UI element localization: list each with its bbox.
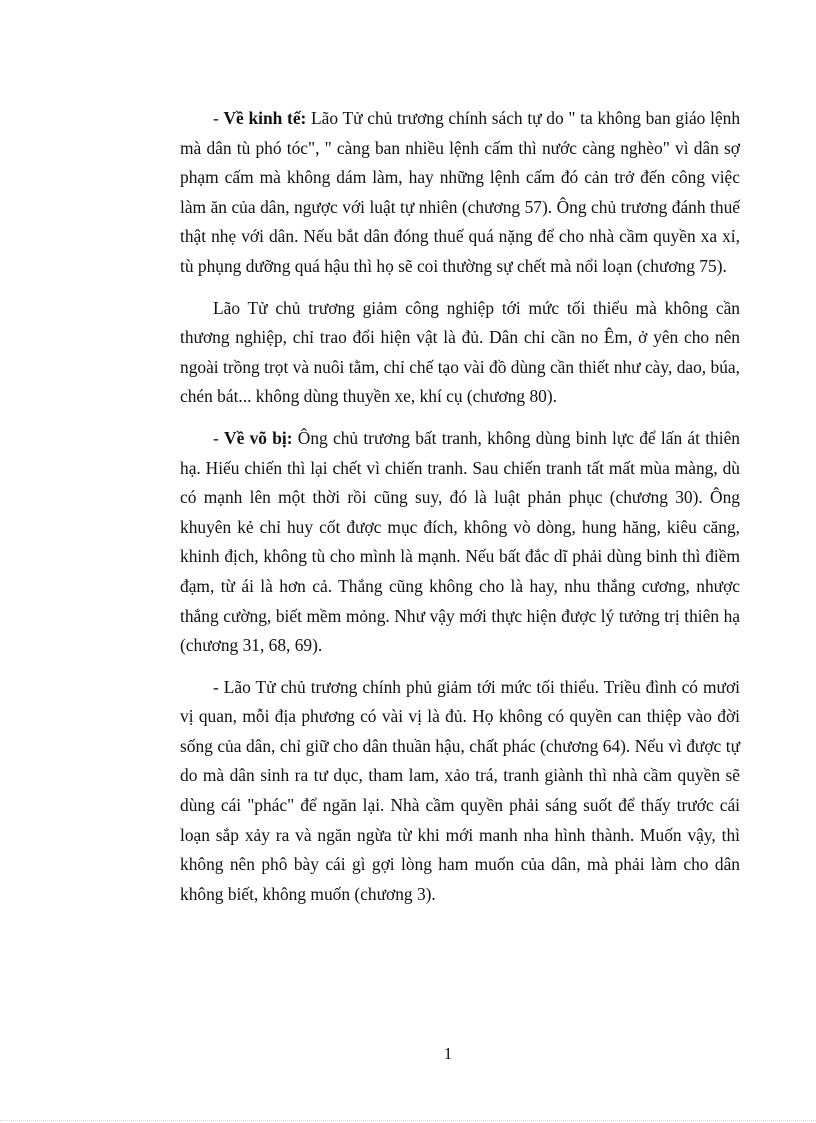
- paragraph-text: Lão Tử chủ trương giảm công nghiệp tới mức tối thiểu mà không cần thương nghiệp, chỉ trao đổi hiện vật là đủ. Dân chỉ cần no Êm, ở yên cho nên ngoài trồng trọt và nuôi tằm, chỉ chế tạo vài đồ dùng cần thiết như cày, dao, búa, chén bát... không dùng thuyền xe, khí cụ (chương 80).: [180, 297, 740, 407]
- paragraph-text: - Lão Tử chủ trương chính phủ giảm tới mức tối thiểu. Triều đình có mươi vị quan, mỗi địa phương có vài vị là đủ. Họ không có quyền can thiệp vào đời sống của dân, chỉ giữ cho dân thuần hậu, chất phác (chương 64). Nếu vì được tự do mà dân sinh ra tư dục, tham lam, xảo trá, tranh giành thì nhà cầm quyền sẽ dùng cái "phác" để ngăn lại. Nhà cầm quyền phải sáng suốt để thấy trước cái loạn sắp xảy ra và ngăn ngừa từ khi mới manh nha hình thành. Muốn vậy, thì không nên phô bày cái gì gợi lòng ham muốn của dân, mà phải làm cho dân không biết, không muốn (chương 3).: [180, 676, 740, 904]
- page-bottom-divider: [0, 1120, 816, 1121]
- paragraph-heading-military: Về võ bị:: [224, 427, 293, 448]
- document-body: [180, 104, 740, 921]
- paragraph-government: [180, 673, 740, 910]
- paragraph-military: [180, 424, 740, 661]
- paragraph-prefix: -: [213, 108, 224, 128]
- paragraph-text: Lão Tử chủ trương chính sách tự do " ta không ban giáo lệnh mà dân tù phó tóc", " càng ban nhiều lệnh cấm thì nước càng nghèo" vì dân sợ phạm cấm mà không dám làm, hay những lệnh cấm đó cản trở đến công việc làm ăn của dân, ngược với luật tự nhiên (chương 57). Ông chủ trương đánh thuế thật nhẹ với dân. Nếu bắt dân đóng thuế quá nặng để cho nhà cầm quyền xa xỉ, tù phụng dưỡng quá hậu thì họ sẽ coi thường sự chết mà nổi loạn (chương 75).: [180, 108, 741, 276]
- page-number: 1: [443, 1044, 453, 1063]
- paragraph-industry: [180, 294, 740, 412]
- paragraph-prefix: -: [213, 427, 225, 448]
- paragraph-economy: [180, 104, 740, 282]
- paragraph-text: Ông chủ trương bất tranh, không dùng binh lực để lấn át thiên hạ. Hiếu chiến thì lại chết vì chiến tranh. Sau chiến tranh tất mất mùa màng, dù có mạnh lên một thời rồi cũng suy, đó là luật phản phục (chương 30). Ông khuyên kẻ chỉ huy cốt được mục đích, không vò dòng, hung hăng, kiêu căng, khinh địch, không tù cho mình là mạnh. Nếu bất đắc dĩ phải dùng binh thì điềm đạm, từ ái là hơn cả. Thắng cũng không cho là hay, nhu thắng cương, nhược thắng cường, biết mềm mỏng. Như vậy mới thực hiện được lý tưởng trị thiên hạ (chương 31, 68, 69).: [180, 427, 740, 656]
- paragraph-heading-economy: Về kinh tế:: [223, 108, 307, 128]
